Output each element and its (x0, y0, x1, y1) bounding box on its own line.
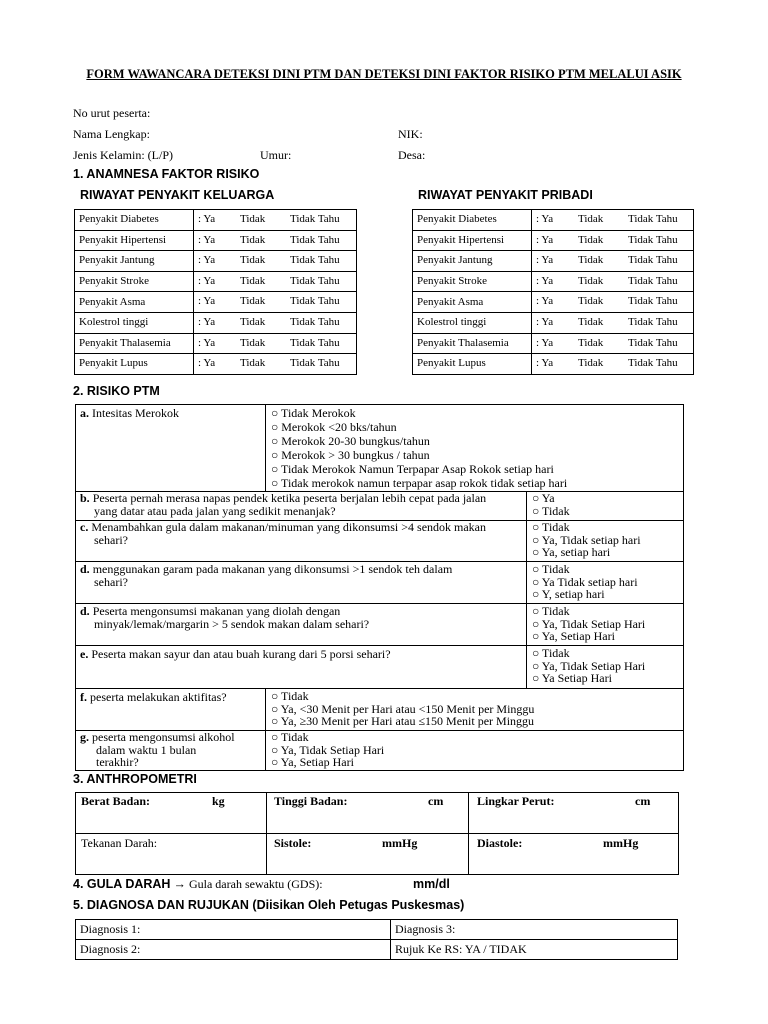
keluarga-row (75, 292, 357, 313)
mmhg-unit-2: mmHg (603, 836, 639, 850)
option-item[interactable]: ○ Tidak (271, 689, 309, 703)
option-item[interactable]: ○ Ya, <30 Menit per Hari atau <150 Menit per Minggu (271, 701, 535, 716)
option-ya[interactable]: : Ya (198, 315, 216, 328)
option-item[interactable]: ○ Tidak (271, 730, 309, 744)
option-tidak[interactable]: Tidak (578, 254, 604, 267)
row-c-options (532, 521, 641, 559)
row-d1-options (532, 563, 638, 601)
option-ya[interactable]: : Ya (536, 274, 554, 287)
option-item[interactable]: ○ Merokok 20-30 bungkus/tahun (271, 434, 430, 448)
disease-name: Penyakit Jantung (75, 251, 194, 272)
keluarga-row (75, 354, 357, 375)
section4-line (73, 877, 323, 892)
gds-unit: mm/dl (413, 877, 450, 891)
riwayat-pribadi-table (412, 209, 694, 375)
section5-heading: 5. DIAGNOSA DAN RUJUKAN (Diisikan Oleh Petugas Puskesmas) (73, 898, 465, 912)
row-c-text: Menambahkan gula dalam makanan/minuman yang dikonsumsi >4 sendok makan (91, 520, 487, 534)
option-item[interactable]: ○ Tidak (532, 503, 570, 518)
option-item[interactable]: ○ Ya, Tidak Setiap Hari (532, 658, 646, 673)
option-tidak-tahu[interactable]: Tidak Tahu (628, 254, 678, 267)
option-tidak-tahu[interactable]: Tidak Tahu (290, 274, 340, 287)
pribadi-row (413, 271, 694, 292)
disease-name: Penyakit Thalasemia (413, 333, 532, 354)
option-tidak-tahu[interactable]: Tidak Tahu (628, 274, 678, 287)
risiko-ptm-table (75, 404, 684, 771)
no-urut-label: No urut peserta: (73, 106, 151, 120)
disease-options (194, 230, 357, 251)
tinggi-badan-label: Tinggi Badan: (274, 794, 348, 808)
disease-name: Penyakit Hipertensi (75, 230, 194, 251)
kg-unit: kg (212, 794, 225, 808)
row-a-text: Intesitas Merokok (92, 406, 179, 420)
option-item[interactable]: ○ Ya, Setiap Hari (271, 755, 354, 770)
disease-options (532, 251, 694, 272)
row-b: b. Peserta pernah merasa napas pendek ketika peserta berjalan lebih cepat pada jalan yang datar atau pada jalan yang sedikit menanjak? ○ Ya ○ Tidak (76, 491, 683, 521)
option-item[interactable]: ○ Tidak merokok namun terpapar asap rokok tidak setiap hari (271, 476, 568, 490)
rujuk-rs-cell: Rujuk Ke RS: YA / TIDAK (391, 940, 678, 960)
section1-heading: 1. ANAMNESA FAKTOR RISIKO (73, 167, 260, 181)
option-item[interactable]: ○ Ya Tidak setiap hari (532, 574, 638, 589)
option-item[interactable]: ○ Tidak (532, 646, 570, 660)
nik-label: NIK: (398, 127, 423, 141)
option-item[interactable]: ○ Ya, Setiap Hari (532, 629, 615, 644)
disease-name: Penyakit Diabetes (413, 210, 532, 231)
gds-label: Gula darah sewaktu (GDS): (188, 877, 323, 891)
disease-options (532, 210, 694, 231)
option-tidak[interactable]: Tidak (240, 233, 266, 246)
pribadi-row (413, 292, 694, 313)
nama-label: Nama Lengkap: (73, 127, 150, 141)
option-tidak[interactable]: Tidak (240, 315, 266, 328)
disease-options (532, 312, 694, 333)
option-ya[interactable]: : Ya (198, 254, 216, 267)
arrow-icon: → (173, 877, 186, 891)
option-ya[interactable]: : Ya (536, 213, 554, 225)
pribadi-row (413, 251, 694, 272)
keluarga-row (75, 230, 357, 251)
option-tidak[interactable]: Tidak (578, 295, 604, 308)
disease-name: Penyakit Thalasemia (75, 333, 194, 354)
option-tidak-tahu[interactable]: Tidak Tahu (628, 233, 678, 246)
disease-options (532, 354, 694, 375)
pribadi-row (413, 312, 694, 333)
disease-options (532, 230, 694, 251)
row-a-options (271, 406, 567, 490)
lingkar-perut-label: Lingkar Perut: (477, 794, 555, 808)
keluarga-row (75, 333, 357, 354)
option-tidak-tahu[interactable]: Tidak Tahu (628, 295, 678, 308)
row-f-options (271, 690, 534, 728)
row-c: c. Menambahkan gula dalam makanan/minuman yang dikonsumsi >4 sendok makan sehari? ○ Tidak ○ Ya, Tidak setiap hari ○ Ya, setiap hari (76, 520, 683, 562)
row-d2-options (532, 605, 645, 643)
diagnosa-table (75, 919, 678, 960)
option-item[interactable]: ○ Merokok <20 bks/tahun (271, 420, 397, 434)
option-tidak[interactable]: Tidak (578, 357, 604, 370)
mmhg-unit-1: mmHg (382, 836, 418, 850)
option-tidak[interactable]: Tidak (240, 274, 266, 287)
row-d2-text: Peserta mengonsumsi makanan yang diolah dengan (92, 604, 341, 618)
option-item[interactable]: ○ Ya, ≥30 Menit per Hari atau ≤150 Menit per Minggu (271, 714, 535, 729)
row-a (76, 405, 683, 492)
option-item[interactable]: ○ Tidak (532, 604, 570, 618)
option-tidak-tahu[interactable]: Tidak Tahu (290, 295, 340, 308)
disease-name: Penyakit Jantung (413, 251, 532, 272)
option-item[interactable]: ○ Tidak (532, 520, 570, 534)
option-item[interactable]: ○ Tidak Merokok Namun Terpapar Asap Rokok setiap hari (271, 462, 554, 476)
disease-options (194, 333, 357, 354)
option-tidak-tahu[interactable]: Tidak Tahu (290, 254, 340, 267)
option-tidak-tahu[interactable]: Tidak Tahu (290, 213, 340, 225)
cm-unit-2: cm (635, 794, 651, 808)
row-f: f. peserta melakukan aktifitas? ○ Tidak ○ Ya, <30 Menit per Hari atau <150 Menit per Minggu ○ Ya, ≥30 Menit per Hari atau ≤150 Menit per Minggu (76, 688, 683, 731)
option-tidak-tahu[interactable]: Tidak Tahu (290, 336, 340, 349)
diagnosis-2-cell: Diagnosis 2: (76, 940, 391, 960)
desa-label: Desa: (398, 148, 426, 162)
riwayat-keluarga-table (74, 209, 357, 375)
row-b-options (532, 492, 570, 517)
option-tidak-tahu[interactable]: Tidak Tahu (290, 357, 340, 370)
option-ya[interactable]: : Ya (198, 295, 216, 308)
option-ya[interactable]: : Ya (198, 213, 216, 225)
disease-name: Penyakit Hipertensi (413, 230, 532, 251)
disease-options (532, 292, 694, 313)
option-ya[interactable]: : Ya (536, 315, 554, 328)
row-d2: d. Peserta mengonsumsi makanan yang diolah dengan minyak/lemak/margarin > 5 sendok makan dalam sehari? ○ Tidak ○ Ya, Tidak Setiap Hari ○ Ya, Setiap Hari (76, 603, 683, 646)
option-item[interactable]: ○ Ya, Tidak setiap hari (532, 532, 641, 547)
pribadi-row (413, 333, 694, 354)
option-tidak[interactable]: Tidak (578, 336, 604, 349)
disease-options (194, 271, 357, 292)
disease-name: Penyakit Stroke (75, 271, 194, 292)
option-item[interactable]: ○ Ya, setiap hari (532, 545, 611, 560)
section4-heading: 4. GULA DARAH (73, 877, 171, 891)
disease-name: Kolestrol tinggi (75, 312, 194, 333)
option-item[interactable]: ○ Y, setiap hari (532, 587, 605, 602)
row-d1: d. menggunakan garam pada makanan yang dikonsumsi >1 sendok teh dalam sehari? ○ Tidak ○ Ya Tidak setiap hari ○ Y, setiap hari (76, 561, 683, 604)
option-ya[interactable]: : Ya (198, 336, 216, 349)
option-tidak-tahu[interactable]: Tidak Tahu (628, 357, 678, 370)
option-tidak[interactable]: Tidak (240, 357, 266, 370)
disease-options (532, 333, 694, 354)
option-tidak-tahu[interactable]: Tidak Tahu (628, 315, 678, 328)
diastole-label: Diastole: (477, 836, 523, 850)
disease-options (194, 210, 357, 231)
jenis-kelamin-label: Jenis Kelamin: (L/P) (73, 148, 173, 162)
keluarga-title: RIWAYAT PENYAKIT KELUARGA (80, 188, 275, 202)
keluarga-row (75, 312, 357, 333)
row-e-text: Peserta makan sayur dan atau buah kurang dari 5 porsi sehari? (91, 647, 391, 661)
section2-heading: 2. RISIKO PTM (73, 384, 160, 398)
keluarga-row (75, 251, 357, 272)
option-tidak[interactable]: Tidak (240, 336, 266, 349)
option-tidak[interactable]: Tidak (578, 315, 604, 328)
option-item[interactable]: ○ Tidak (532, 562, 570, 576)
option-ya[interactable]: : Ya (536, 357, 554, 370)
option-tidak[interactable]: Tidak (578, 213, 604, 225)
cm-unit-1: cm (428, 794, 444, 808)
diagnosis-1-cell: Diagnosis 1: (76, 920, 391, 940)
option-tidak[interactable]: Tidak (240, 254, 266, 267)
disease-name: Penyakit Asma (75, 292, 194, 313)
row-a-label: a. (80, 406, 89, 420)
disease-options (194, 312, 357, 333)
anthropometri-table (75, 792, 679, 875)
option-item[interactable]: ○ Ya, Tidak Setiap Hari (271, 742, 385, 757)
row-g-text: peserta mengonsumsi alkohol (92, 730, 235, 744)
row-d1-text: menggunakan garam pada makanan yang dikonsumsi >1 sendok teh dalam (92, 562, 453, 576)
option-tidak-tahu[interactable]: Tidak Tahu (628, 213, 678, 225)
row-e: e. Peserta makan sayur dan atau buah kurang dari 5 porsi sehari? ○ Tidak ○ Ya, Tidak Setiap Hari ○ Ya Setiap Hari (76, 645, 683, 689)
disease-name: Penyakit Stroke (413, 271, 532, 292)
row-g-options (271, 731, 384, 769)
keluarga-row (75, 210, 357, 231)
disease-options (194, 292, 357, 313)
row-g: g. peserta mengonsumsi alkohol dalam waktu 1 bulan terakhir? ○ Tidak ○ Ya, Tidak Setiap Hari ○ Ya, Setiap Hari (80, 730, 385, 770)
option-ya[interactable]: : Ya (198, 357, 216, 370)
option-item[interactable]: ○ Ya, Tidak Setiap Hari (532, 616, 646, 631)
option-ya[interactable]: : Ya (536, 254, 554, 267)
disease-options (194, 354, 357, 375)
berat-badan-label: Berat Badan: (81, 794, 150, 808)
disease-options (194, 251, 357, 272)
option-item[interactable]: ○ Tidak Merokok (271, 406, 356, 420)
sistole-label: Sistole: (274, 836, 312, 850)
option-ya[interactable]: : Ya (198, 274, 216, 287)
pribadi-title: RIWAYAT PENYAKIT PRIBADI (418, 188, 593, 202)
option-tidak-tahu[interactable]: Tidak Tahu (290, 233, 340, 246)
tekanan-darah-label: Tekanan Darah: (81, 836, 158, 850)
row-e-options (532, 647, 645, 685)
row-f-text: peserta melakukan aktifitas? (90, 690, 227, 704)
option-tidak[interactable]: Tidak (240, 213, 266, 225)
option-ya[interactable]: : Ya (198, 233, 216, 246)
option-ya[interactable]: : Ya (536, 336, 554, 349)
option-tidak[interactable]: Tidak (578, 274, 604, 287)
disease-name: Penyakit Lupus (75, 354, 194, 375)
option-item[interactable]: ○ Merokok > 30 bungkus / tahun (271, 448, 430, 462)
option-item[interactable]: ○ Ya Setiap Hari (532, 671, 612, 686)
pribadi-row (413, 354, 694, 375)
disease-name: Penyakit Lupus (413, 354, 532, 375)
form-title: FORM WAWANCARA DETEKSI DINI PTM DAN DETEKSI DINI FAKTOR RISIKO PTM MELALUI ASIK (86, 67, 682, 81)
row-b-text: Peserta pernah merasa napas pendek ketika peserta berjalan lebih cepat pada jalan (92, 491, 487, 505)
option-ya[interactable]: : Ya (536, 295, 554, 308)
option-tidak-tahu[interactable]: Tidak Tahu (628, 336, 678, 349)
pribadi-row (413, 210, 694, 231)
option-item[interactable]: ○ Ya (532, 491, 555, 505)
disease-name: Kolestrol tinggi (413, 312, 532, 333)
disease-name: Penyakit Diabetes (75, 210, 194, 231)
option-tidak[interactable]: Tidak (240, 295, 266, 308)
option-tidak-tahu[interactable]: Tidak Tahu (290, 315, 340, 328)
umur-label: Umur: (260, 148, 292, 162)
section3-heading: 3. ANTHROPOMETRI (73, 772, 197, 786)
disease-options (532, 271, 694, 292)
option-tidak[interactable]: Tidak (578, 233, 604, 246)
diagnosis-3-cell: Diagnosis 3: (391, 920, 678, 940)
keluarga-row (75, 271, 357, 292)
pribadi-row (413, 230, 694, 251)
disease-name: Penyakit Asma (413, 292, 532, 313)
option-ya[interactable]: : Ya (536, 233, 554, 246)
